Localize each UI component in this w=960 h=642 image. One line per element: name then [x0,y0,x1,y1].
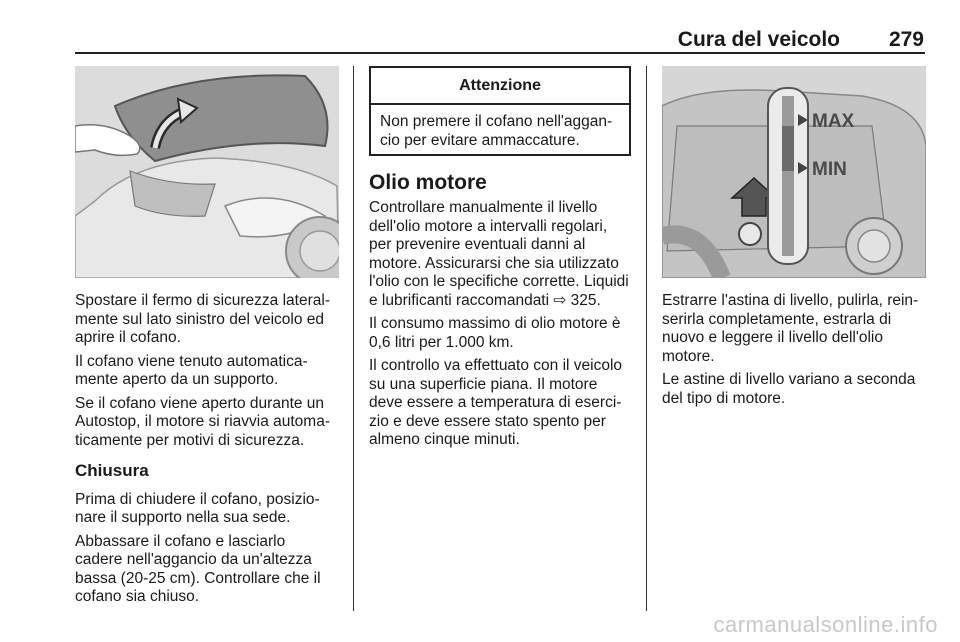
section-heading: Olio motore [369,171,487,194]
min-label: MIN [812,159,847,180]
paragraph: Spostare il fermo di sicurezza lateral- mente sul lato sinistro del veicolo ed aprire il cofano. [75,292,330,346]
column-1 [75,292,345,612]
dipstick-illustration [662,66,926,278]
paragraph: Prima di chiudere il cofano, posizio- nare il supporto nella sua sede. [75,490,320,526]
hood-illustration [75,66,339,278]
column-divider-1 [353,66,354,611]
notice-text: Non premere il cofano nell'aggan- cio per evitare ammaccature. [380,113,613,149]
page-number: 279 [888,28,924,51]
paragraph: Il cofano viene tenuto automatica- mente aperto da un supporto. [75,352,308,388]
paragraph: Se il cofano viene aperto durante un Autostop, il motore si riavvia automa- ticamente per motivi di sicurezza. [75,394,330,449]
section-title: Cura del veicolo [677,28,840,51]
notice-title: Attenzione [371,68,629,105]
paragraph: Il consumo massimo di olio motore è 0,6 litri per 1.000 km. [369,315,621,351]
column-2 [369,171,637,455]
paragraph: Abbassare il cofano e lasciarlo cadere nell'aggancio da un'altezza bassa (20-25 cm). Controllare che il cofano sia chiuso. [75,532,321,605]
column-divider-2 [646,66,647,611]
max-label: MAX [812,111,855,132]
paragraph: Estrarre l'astina di livello, pulirla, rein- serirla completamente, estrarla di nuovo e leggere il livello dell'olio motore. [662,292,919,365]
watermark: carmanualsonline.info [713,612,938,637]
column-3 [662,292,934,413]
paragraph: Controllare manualmente il livello dell'olio motore a intervalli regolari, per prevenire eventuali danni al motore. Assicurarsi che sia utilizzato l'olio con le specifiche corrette. Liquidi e lubrificanti raccomandati ⇨ 325. [369,199,629,309]
paragraph: Le astine di livello variano a seconda del tipo di motore. [662,371,916,407]
header-rule [75,52,925,54]
paragraph: Il controllo va effettuato con il veicolo su una superficie piana. Il motore deve essere a temperatura di eserci- zio e deve essere stato spento per almeno cinque minuti. [369,357,623,448]
warning-notice [369,66,631,156]
section-heading: Chiusura [75,461,149,480]
